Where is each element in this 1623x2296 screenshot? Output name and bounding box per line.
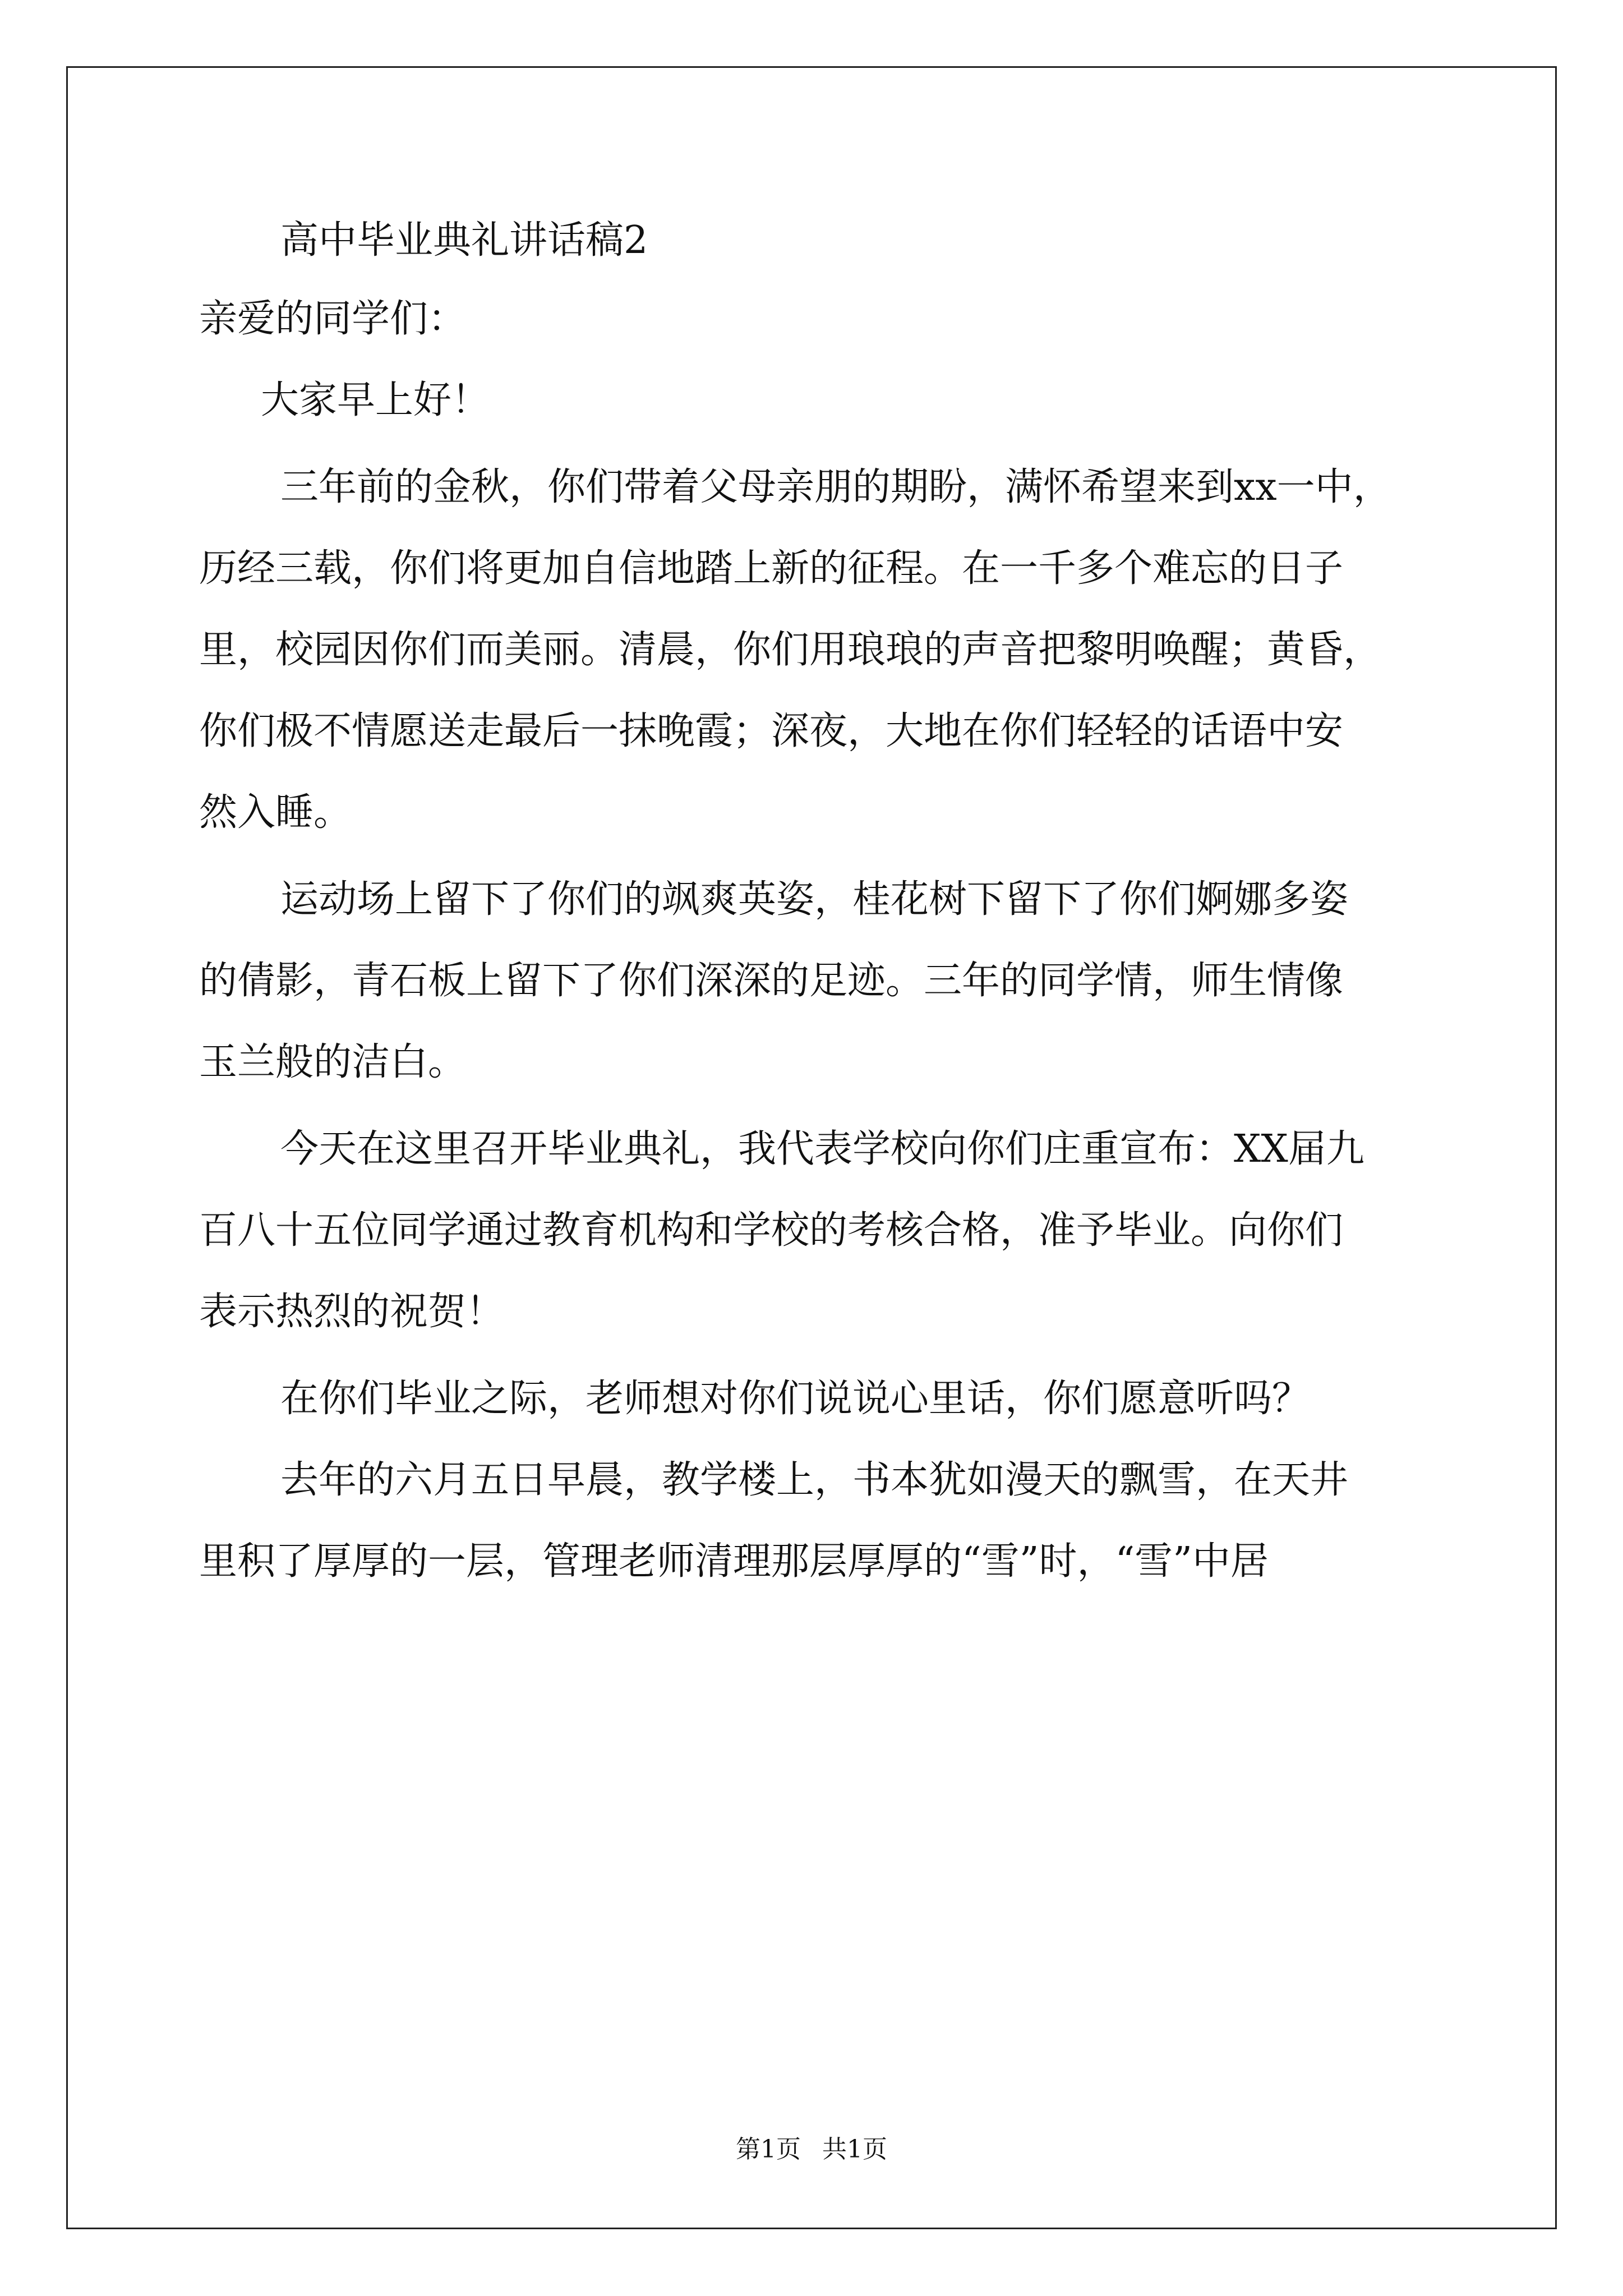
paragraph-2-line-3: 玉兰般的洁白。 bbox=[199, 1040, 467, 1084]
paragraph-1-line-5: 然入睡。 bbox=[199, 790, 352, 835]
page-total: 共1页 bbox=[822, 2135, 887, 2164]
paragraph-5-line-1: 去年的六月五日早晨，教学楼上，书本犹如漫天的飘雪，在天井 bbox=[280, 1458, 1349, 1502]
paragraph-1-line-3: 里，校园因你们而美丽。清晨，你们用琅琅的声音把黎明唤醒；黄昏， bbox=[199, 628, 1382, 672]
document-title: 高中毕业典礼讲话稿2 bbox=[280, 218, 648, 263]
paragraph-3-line-1: 今天在这里召开毕业典礼，我代表学校向你们庄重宣布：XX届九 bbox=[280, 1127, 1364, 1171]
paragraph-1-line-4: 你们极不情愿送走最后一抹晚霞；深夜，大地在你们轻轻的话语中安 bbox=[199, 709, 1344, 753]
paragraph-1-line-2: 历经三载，你们将更加自信地踏上新的征程。在一千多个难忘的日子 bbox=[199, 546, 1344, 591]
paragraph-5-line-2: 里积了厚厚的一层，管理老师清理那层厚厚的“雪”时，“雪”中居 bbox=[199, 1539, 1269, 1584]
paragraph-1-line-1: 三年前的金秋，你们带着父母亲朋的期盼，满怀希望来到xx一中， bbox=[280, 465, 1391, 509]
paragraph-3-line-3: 表示热烈的祝贺！ bbox=[199, 1290, 505, 1334]
paragraph-2-line-2: 的倩影，青石板上留下了你们深深的足迹。三年的同学情，师生情像 bbox=[199, 959, 1344, 1003]
salutation: 亲爱的同学们： bbox=[199, 297, 467, 341]
paragraph-3-line-2: 百八十五位同学通过教育机构和学校的考核合格，准予毕业。向你们 bbox=[199, 1208, 1344, 1253]
page-number: 第1页 bbox=[736, 2135, 801, 2164]
paragraph-4-line-1: 在你们毕业之际，老师想对你们说说心里话，你们愿意听吗？ bbox=[280, 1377, 1311, 1421]
page-footer bbox=[0, 2137, 1623, 2162]
paragraph-2-line-1: 运动场上留下了你们的飒爽英姿，桂花树下留下了你们婀娜多姿 bbox=[280, 877, 1349, 922]
greeting: 大家早上好！ bbox=[261, 378, 490, 422]
